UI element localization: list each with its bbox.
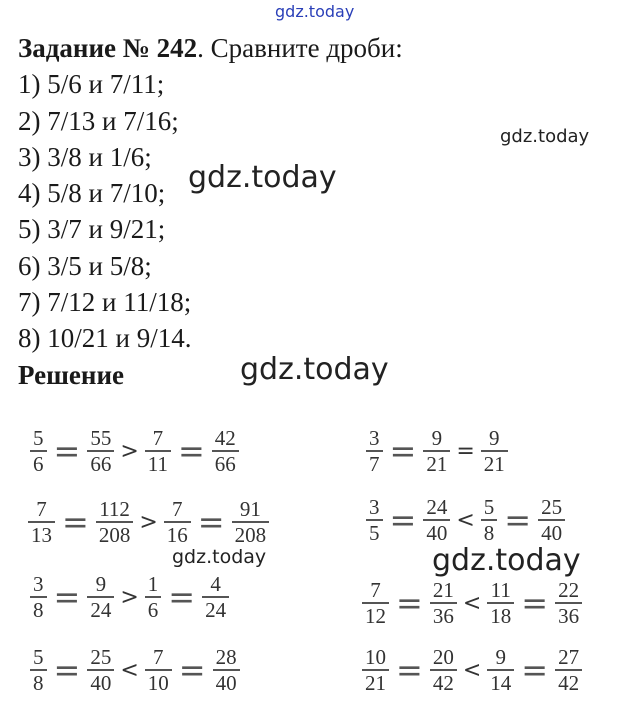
- denominator: 6: [145, 596, 162, 622]
- numerator: 27: [558, 645, 580, 669]
- denominator: 21: [362, 669, 389, 695]
- fraction: [30, 572, 47, 622]
- denominator: 8: [30, 596, 47, 622]
- fraction: [87, 426, 114, 476]
- equals-sign: =: [521, 584, 549, 622]
- numerator: 5: [33, 426, 44, 450]
- denominator: 10: [145, 669, 172, 695]
- solution-2: [24, 497, 273, 547]
- numerator: 7: [152, 426, 164, 450]
- denominator: 40: [213, 669, 240, 695]
- fraction: [164, 497, 191, 547]
- task-number: Задание № 242: [18, 33, 198, 63]
- equals-sign: =: [177, 432, 205, 470]
- fraction: [28, 497, 55, 547]
- fraction: [423, 495, 450, 545]
- watermark: gdz.today: [432, 543, 581, 578]
- numerator: 25: [541, 495, 563, 519]
- denominator: 13: [28, 521, 55, 547]
- fraction: [487, 645, 514, 695]
- comparison-sign: =: [456, 438, 475, 464]
- numerator: 91: [239, 497, 261, 521]
- task-item: 3) 3/8 и 1/6;: [18, 141, 152, 172]
- denominator: 6: [30, 450, 47, 476]
- equals-sign: =: [396, 651, 423, 689]
- denominator: 11: [145, 450, 171, 476]
- denominator: 208: [96, 521, 134, 547]
- equals-sign: =: [504, 501, 532, 539]
- denominator: 5: [366, 519, 383, 545]
- denominator: 24: [87, 596, 114, 622]
- denominator: 21: [423, 450, 450, 476]
- denominator: 12: [362, 602, 389, 628]
- denominator: 8: [30, 669, 47, 695]
- fraction: [538, 495, 565, 545]
- solution-6: [362, 495, 569, 545]
- task-title: [18, 30, 403, 66]
- fraction: [366, 426, 383, 476]
- comparison-sign: >: [139, 509, 158, 535]
- numerator: 9: [489, 426, 500, 450]
- solution-heading: Решение: [18, 360, 124, 390]
- task-instruction: . Сравните дроби:: [197, 33, 403, 63]
- numerator: 28: [215, 645, 237, 669]
- numerator: 10: [365, 645, 386, 669]
- fraction: [30, 645, 47, 695]
- task-item: 7) 7/12 и 11/18;: [18, 287, 192, 318]
- fraction: [212, 426, 239, 476]
- denominator: 40: [538, 519, 565, 545]
- fraction: [202, 572, 229, 622]
- comparison-sign: >: [120, 584, 139, 610]
- numerator: 3: [33, 572, 44, 596]
- solution-1: [26, 426, 243, 476]
- fraction: [362, 645, 389, 695]
- fraction: [430, 645, 457, 695]
- equals-sign: =: [396, 584, 423, 622]
- fraction: [30, 426, 47, 476]
- task-block: [18, 30, 403, 357]
- equals-sign: =: [53, 651, 81, 689]
- numerator: 5: [33, 645, 44, 669]
- numerator: 24: [426, 495, 448, 519]
- equals-sign: =: [521, 651, 549, 689]
- numerator: 3: [369, 426, 380, 450]
- solution-7: [358, 578, 586, 628]
- numerator: 7: [36, 497, 47, 521]
- equals-sign: =: [389, 501, 417, 539]
- fraction: [481, 426, 508, 476]
- denominator: 36: [555, 602, 582, 628]
- numerator: 20: [432, 645, 454, 669]
- numerator: 3: [369, 495, 380, 519]
- watermark: gdz.today: [240, 352, 389, 387]
- fraction: [87, 645, 114, 695]
- watermark: gdz.today: [275, 2, 355, 21]
- fraction: [487, 578, 514, 628]
- equals-sign: =: [53, 432, 81, 470]
- comparison-sign: <: [120, 657, 139, 683]
- numerator: 1: [147, 572, 159, 596]
- task-item: 8) 10/21 и 9/14.: [18, 323, 192, 354]
- fraction: [145, 572, 162, 622]
- numerator: 112: [99, 497, 130, 521]
- task-item: 1) 5/6 и 7/11;: [18, 69, 165, 100]
- equals-sign: =: [168, 578, 196, 616]
- numerator: 7: [172, 497, 183, 521]
- denominator: 40: [423, 519, 450, 545]
- denominator: 36: [430, 602, 457, 628]
- numerator: 5: [483, 495, 495, 519]
- fraction: [481, 495, 498, 545]
- numerator: 11: [490, 578, 511, 602]
- equals-sign: =: [197, 503, 225, 541]
- comparison-sign: >: [120, 438, 139, 464]
- denominator: 42: [430, 669, 457, 695]
- equals-sign: =: [178, 651, 206, 689]
- denominator: 24: [202, 596, 229, 622]
- denominator: 18: [487, 602, 514, 628]
- numerator: 4: [210, 572, 221, 596]
- denominator: 8: [481, 519, 498, 545]
- fraction: [232, 497, 270, 547]
- task-item: 5) 3/7 и 9/21;: [18, 214, 166, 245]
- solution-3: [26, 572, 233, 622]
- watermark: gdz.today: [188, 160, 337, 195]
- fraction: [213, 645, 240, 695]
- comparison-sign: <: [456, 507, 475, 533]
- watermark: gdz.today: [172, 546, 267, 568]
- denominator: 14: [487, 669, 514, 695]
- fraction: [362, 578, 389, 628]
- denominator: 16: [164, 521, 191, 547]
- numerator: 7: [370, 578, 381, 602]
- denominator: 7: [366, 450, 383, 476]
- watermark: gdz.today: [500, 126, 590, 147]
- task-item: 4) 5/8 и 7/10;: [18, 178, 166, 209]
- equals-sign: =: [389, 432, 417, 470]
- denominator: 208: [232, 521, 270, 547]
- comparison-sign: <: [462, 657, 482, 683]
- equals-sign: =: [62, 503, 89, 541]
- denominator: 42: [555, 669, 582, 695]
- denominator: 21: [481, 450, 508, 476]
- fraction: [366, 495, 383, 545]
- fraction: [87, 572, 114, 622]
- fraction: [555, 645, 582, 695]
- numerator: 9: [431, 426, 443, 450]
- denominator: 40: [87, 669, 114, 695]
- denominator: 66: [212, 450, 239, 476]
- solution-5: [362, 426, 512, 476]
- fraction: [423, 426, 450, 476]
- fraction: [145, 426, 171, 476]
- fraction: [145, 645, 172, 695]
- numerator: 55: [90, 426, 112, 450]
- numerator: 7: [153, 645, 164, 669]
- numerator: 9: [495, 645, 506, 669]
- equals-sign: =: [53, 578, 81, 616]
- solution-4: [26, 645, 244, 695]
- fraction: [555, 578, 582, 628]
- fraction: [96, 497, 134, 547]
- numerator: 42: [214, 426, 236, 450]
- numerator: 21: [432, 578, 454, 602]
- task-item: 2) 7/13 и 7/16;: [18, 105, 179, 136]
- numerator: 25: [90, 645, 112, 669]
- comparison-sign: <: [462, 590, 482, 616]
- numerator: 9: [95, 572, 107, 596]
- denominator: 66: [87, 450, 114, 476]
- solution-8: [358, 645, 586, 695]
- task-item: 6) 3/5 и 5/8;: [18, 250, 152, 281]
- numerator: 22: [558, 578, 580, 602]
- fraction: [430, 578, 457, 628]
